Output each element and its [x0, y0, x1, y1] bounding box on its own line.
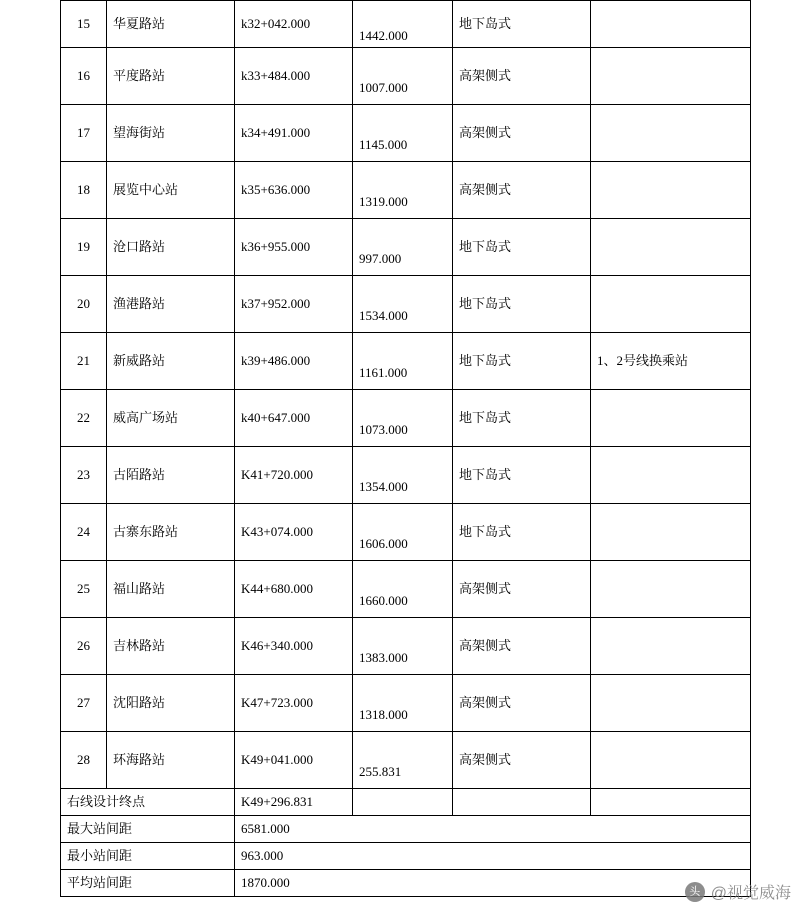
- row-number: 18: [61, 162, 107, 219]
- table-row: [61, 504, 751, 561]
- station-note: [591, 675, 751, 732]
- table-body: [61, 1, 751, 897]
- station-distance-value: 1318.000: [359, 707, 408, 723]
- row-number: 26: [61, 618, 107, 675]
- station-mileage: K43+074.000: [235, 504, 353, 561]
- station-distance: [353, 1, 453, 48]
- row-number: 22: [61, 390, 107, 447]
- row-number: 19: [61, 219, 107, 276]
- station-name: 沧口路站: [107, 219, 235, 276]
- summary-row: [61, 843, 751, 870]
- endpoint-note: [591, 789, 751, 816]
- row-number: 27: [61, 675, 107, 732]
- station-type: 高架侧式: [453, 561, 591, 618]
- station-note: [591, 504, 751, 561]
- station-distance-value: 1319.000: [359, 194, 408, 210]
- row-number: 21: [61, 333, 107, 390]
- station-note: [591, 162, 751, 219]
- station-type: 高架侧式: [453, 618, 591, 675]
- station-type: 地下岛式: [453, 219, 591, 276]
- row-number: 25: [61, 561, 107, 618]
- summary-label: 最小站间距: [61, 843, 235, 870]
- station-mileage: K49+041.000: [235, 732, 353, 789]
- station-note: [591, 732, 751, 789]
- station-distance: [353, 447, 453, 504]
- row-number: 23: [61, 447, 107, 504]
- station-distance: [353, 732, 453, 789]
- station-distance-value: 1145.000: [359, 137, 408, 153]
- endpoint-mileage: K49+296.831: [235, 789, 353, 816]
- station-note: [591, 561, 751, 618]
- station-distance: [353, 162, 453, 219]
- station-type: 地下岛式: [453, 1, 591, 48]
- table-row: [61, 447, 751, 504]
- summary-row: [61, 870, 751, 897]
- station-mileage: k34+491.000: [235, 105, 353, 162]
- summary-value: 963.000: [235, 843, 751, 870]
- station-name: 环海路站: [107, 732, 235, 789]
- station-distance: [353, 48, 453, 105]
- station-distance: [353, 276, 453, 333]
- watermark: [685, 880, 791, 918]
- endpoint-label: 右线设计终点: [61, 789, 235, 816]
- table-row: [61, 675, 751, 732]
- station-distance-value: 255.831: [359, 764, 402, 780]
- station-type: 高架侧式: [453, 675, 591, 732]
- watermark-text: @视觉威海: [710, 885, 791, 902]
- station-name: 展览中心站: [107, 162, 235, 219]
- station-note: [591, 276, 751, 333]
- station-mileage: K44+680.000: [235, 561, 353, 618]
- station-distance: [353, 504, 453, 561]
- station-type: 高架侧式: [453, 162, 591, 219]
- station-name: 沈阳路站: [107, 675, 235, 732]
- table-row: [61, 333, 751, 390]
- station-note: [591, 219, 751, 276]
- station-distance: [353, 618, 453, 675]
- summary-value: 1870.000: [235, 870, 751, 897]
- table-row: [61, 219, 751, 276]
- table-row: [61, 48, 751, 105]
- station-mileage: k36+955.000: [235, 219, 353, 276]
- station-note: [591, 618, 751, 675]
- station-distance-value: 1354.000: [359, 479, 408, 495]
- table-row: [61, 105, 751, 162]
- station-note: [591, 447, 751, 504]
- station-type: 地下岛式: [453, 504, 591, 561]
- station-name: 古寨东路站: [107, 504, 235, 561]
- station-distance: [353, 333, 453, 390]
- summary-label: 最大站间距: [61, 816, 235, 843]
- table-row: [61, 618, 751, 675]
- row-number: 16: [61, 48, 107, 105]
- station-mileage: k35+636.000: [235, 162, 353, 219]
- table-row: [61, 276, 751, 333]
- station-distance: [353, 390, 453, 447]
- station-mileage: k33+484.000: [235, 48, 353, 105]
- station-type: 高架侧式: [453, 48, 591, 105]
- station-name: 新威路站: [107, 333, 235, 390]
- endpoint-type: [453, 789, 591, 816]
- station-name: 福山路站: [107, 561, 235, 618]
- table-row: [61, 162, 751, 219]
- station-distance-value: 1442.000: [359, 28, 408, 44]
- station-note: 1、2号线换乘站: [591, 333, 751, 390]
- station-type: 地下岛式: [453, 390, 591, 447]
- station-note: [591, 48, 751, 105]
- station-mileage: k32+042.000: [235, 1, 353, 48]
- table-row: [61, 732, 751, 789]
- station-type: 高架侧式: [453, 105, 591, 162]
- summary-value: 6581.000: [235, 816, 751, 843]
- table-row: [61, 390, 751, 447]
- row-number: 28: [61, 732, 107, 789]
- station-distance-value: 1534.000: [359, 308, 408, 324]
- station-distance: [353, 105, 453, 162]
- summary-row: [61, 816, 751, 843]
- station-distance-value: 1161.000: [359, 365, 408, 381]
- station-name: 威高广场站: [107, 390, 235, 447]
- station-distance-value: 1007.000: [359, 80, 408, 96]
- station-name: 古陌路站: [107, 447, 235, 504]
- station-distance-value: 1606.000: [359, 536, 408, 552]
- station-name: 吉林路站: [107, 618, 235, 675]
- station-name: 渔港路站: [107, 276, 235, 333]
- station-name: 平度路站: [107, 48, 235, 105]
- table-row: [61, 561, 751, 618]
- station-distance: [353, 219, 453, 276]
- station-distance-value: 1383.000: [359, 650, 408, 666]
- station-type: 地下岛式: [453, 276, 591, 333]
- endpoint-row: [61, 789, 751, 816]
- station-distance-value: 997.000: [359, 251, 402, 267]
- station-type: 地下岛式: [453, 447, 591, 504]
- station-mileage: K41+720.000: [235, 447, 353, 504]
- toutiao-logo-icon: 头条: [685, 882, 705, 902]
- station-mileage: k39+486.000: [235, 333, 353, 390]
- station-mileage-table: [60, 0, 751, 897]
- station-name: 华夏路站: [107, 1, 235, 48]
- row-number: 20: [61, 276, 107, 333]
- station-mileage: k40+647.000: [235, 390, 353, 447]
- station-mileage: K47+723.000: [235, 675, 353, 732]
- station-note: [591, 390, 751, 447]
- station-distance: [353, 561, 453, 618]
- station-distance-value: 1660.000: [359, 593, 408, 609]
- station-type: 地下岛式: [453, 333, 591, 390]
- table-row: [61, 1, 751, 48]
- endpoint-distance: [353, 789, 453, 816]
- summary-label: 平均站间距: [61, 870, 235, 897]
- row-number: 15: [61, 1, 107, 48]
- station-note: [591, 1, 751, 48]
- row-number: 24: [61, 504, 107, 561]
- station-name: 望海街站: [107, 105, 235, 162]
- station-mileage: k37+952.000: [235, 276, 353, 333]
- station-type: 高架侧式: [453, 732, 591, 789]
- station-mileage: K46+340.000: [235, 618, 353, 675]
- row-number: 17: [61, 105, 107, 162]
- station-distance-value: 1073.000: [359, 422, 408, 438]
- station-note: [591, 105, 751, 162]
- station-distance: [353, 675, 453, 732]
